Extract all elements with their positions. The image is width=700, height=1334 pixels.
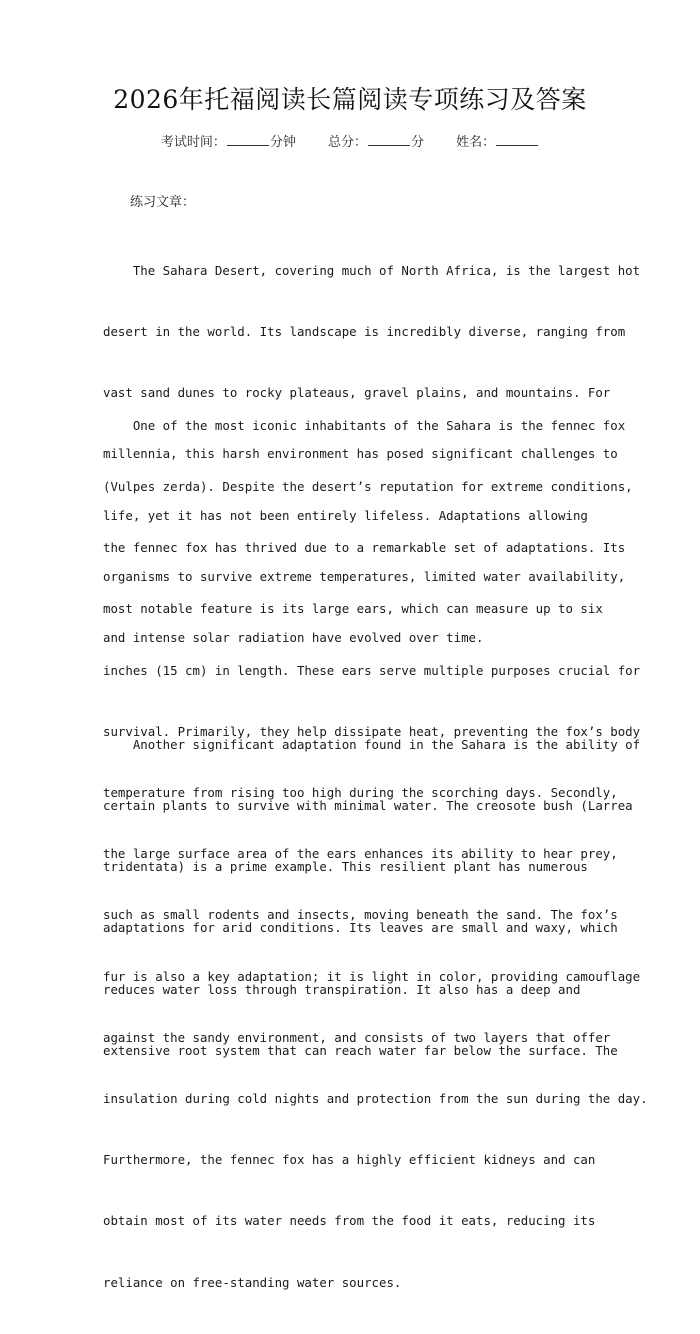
section-label: 练习文章： [130,195,196,210]
paragraph-line: the large surface area of the ears enhances its ability to hear prey, [103,846,618,862]
page-title: 2026年托福阅读长篇阅读专项练习及答案 [113,85,587,114]
total-score-field [328,131,424,150]
paragraph-line: One of the most iconic inhabitants of the Sahara is the fennec fox [103,417,626,433]
total-score-blank [368,133,410,146]
paragraph-line: adaptations for arid conditions. Its leaves are small and waxy, which [103,920,618,936]
name-field [456,131,539,150]
exam-info-row [0,131,700,150]
paragraph-line: tridentata) is a prime example. This resilient plant has numerous [103,859,588,875]
paragraph-line: the fennec fox has thrived due to a remarkable set of adaptations. Its [103,540,626,556]
paragraph-line: The Sahara Desert, covering much of North Africa, is the largest hot [103,262,641,278]
paragraph-line: and intense solar radiation have evolved over time. [103,630,484,646]
total-score-label: 总分： [327,135,367,150]
exam-time-unit: 分钟 [269,135,296,150]
paragraph-line: desert in the world. Its landscape is incredibly diverse, ranging from [103,324,626,340]
exam-time-label: 考试时间： [160,135,226,150]
paragraph-line: reliance on free-standing water sources. [103,1274,402,1290]
paragraph-line: obtain most of its water needs from the food it eats, reducing its [103,1213,596,1229]
paragraph-line: inches (15 cm) in length. These ears serve multiple purposes crucial for [103,662,641,678]
name-label: 姓名： [456,135,496,150]
paragraph-line: Another significant adaptation found in the Sahara is the ability of [103,736,641,752]
exam-time-blank [227,133,269,146]
paragraph-line: vast sand dunes to rocky plateaus, gravel plains, and mountains. For [103,385,611,401]
paragraph-3 [103,694,641,1102]
name-blank [496,133,538,146]
total-score-unit: 分 [411,135,425,150]
paragraph-line: fur is also a key adaptation; it is light in color, providing camouflage [103,968,641,984]
paragraph-line: insulation during cold nights and protection from the sun during the day. [103,1091,648,1107]
paragraph-line: most notable feature is its large ears, which can measure up to six [103,601,603,617]
paragraph-line: temperature from rising too high during the scorching days. Secondly, [103,785,618,801]
paragraph-line: survival. Primarily, they help dissipate heat, preventing the fox’s body [103,723,641,739]
paragraph-line: against the sandy environment, and consists of two layers that offer [103,1029,611,1045]
paragraph-line: such as small rodents and insects, moving beneath the sand. The fox’s [103,907,618,923]
paragraph-line: millennia, this harsh environment has posed significant challenges to [103,446,618,462]
paragraph-line: Furthermore, the fennec fox has a highly efficient kidneys and can [103,1152,596,1168]
paragraph-line: certain plants to survive with minimal water. The creosote bush (Larrea [103,798,633,814]
paragraph-line: life, yet it has not been entirely lifeless. Adaptations allowing [103,507,588,523]
paragraph-line: organisms to survive extreme temperatures, limited water availability, [103,568,626,584]
paragraph-line: extensive root system that can reach water far below the surface. The [103,1042,618,1058]
exam-time-field [161,131,296,150]
paragraph-line: reduces water loss through transpiration. It also has a deep and [103,981,581,997]
paragraph-line: (Vulpes zerda). Despite the desert’s reputation for extreme conditions, [103,479,633,495]
